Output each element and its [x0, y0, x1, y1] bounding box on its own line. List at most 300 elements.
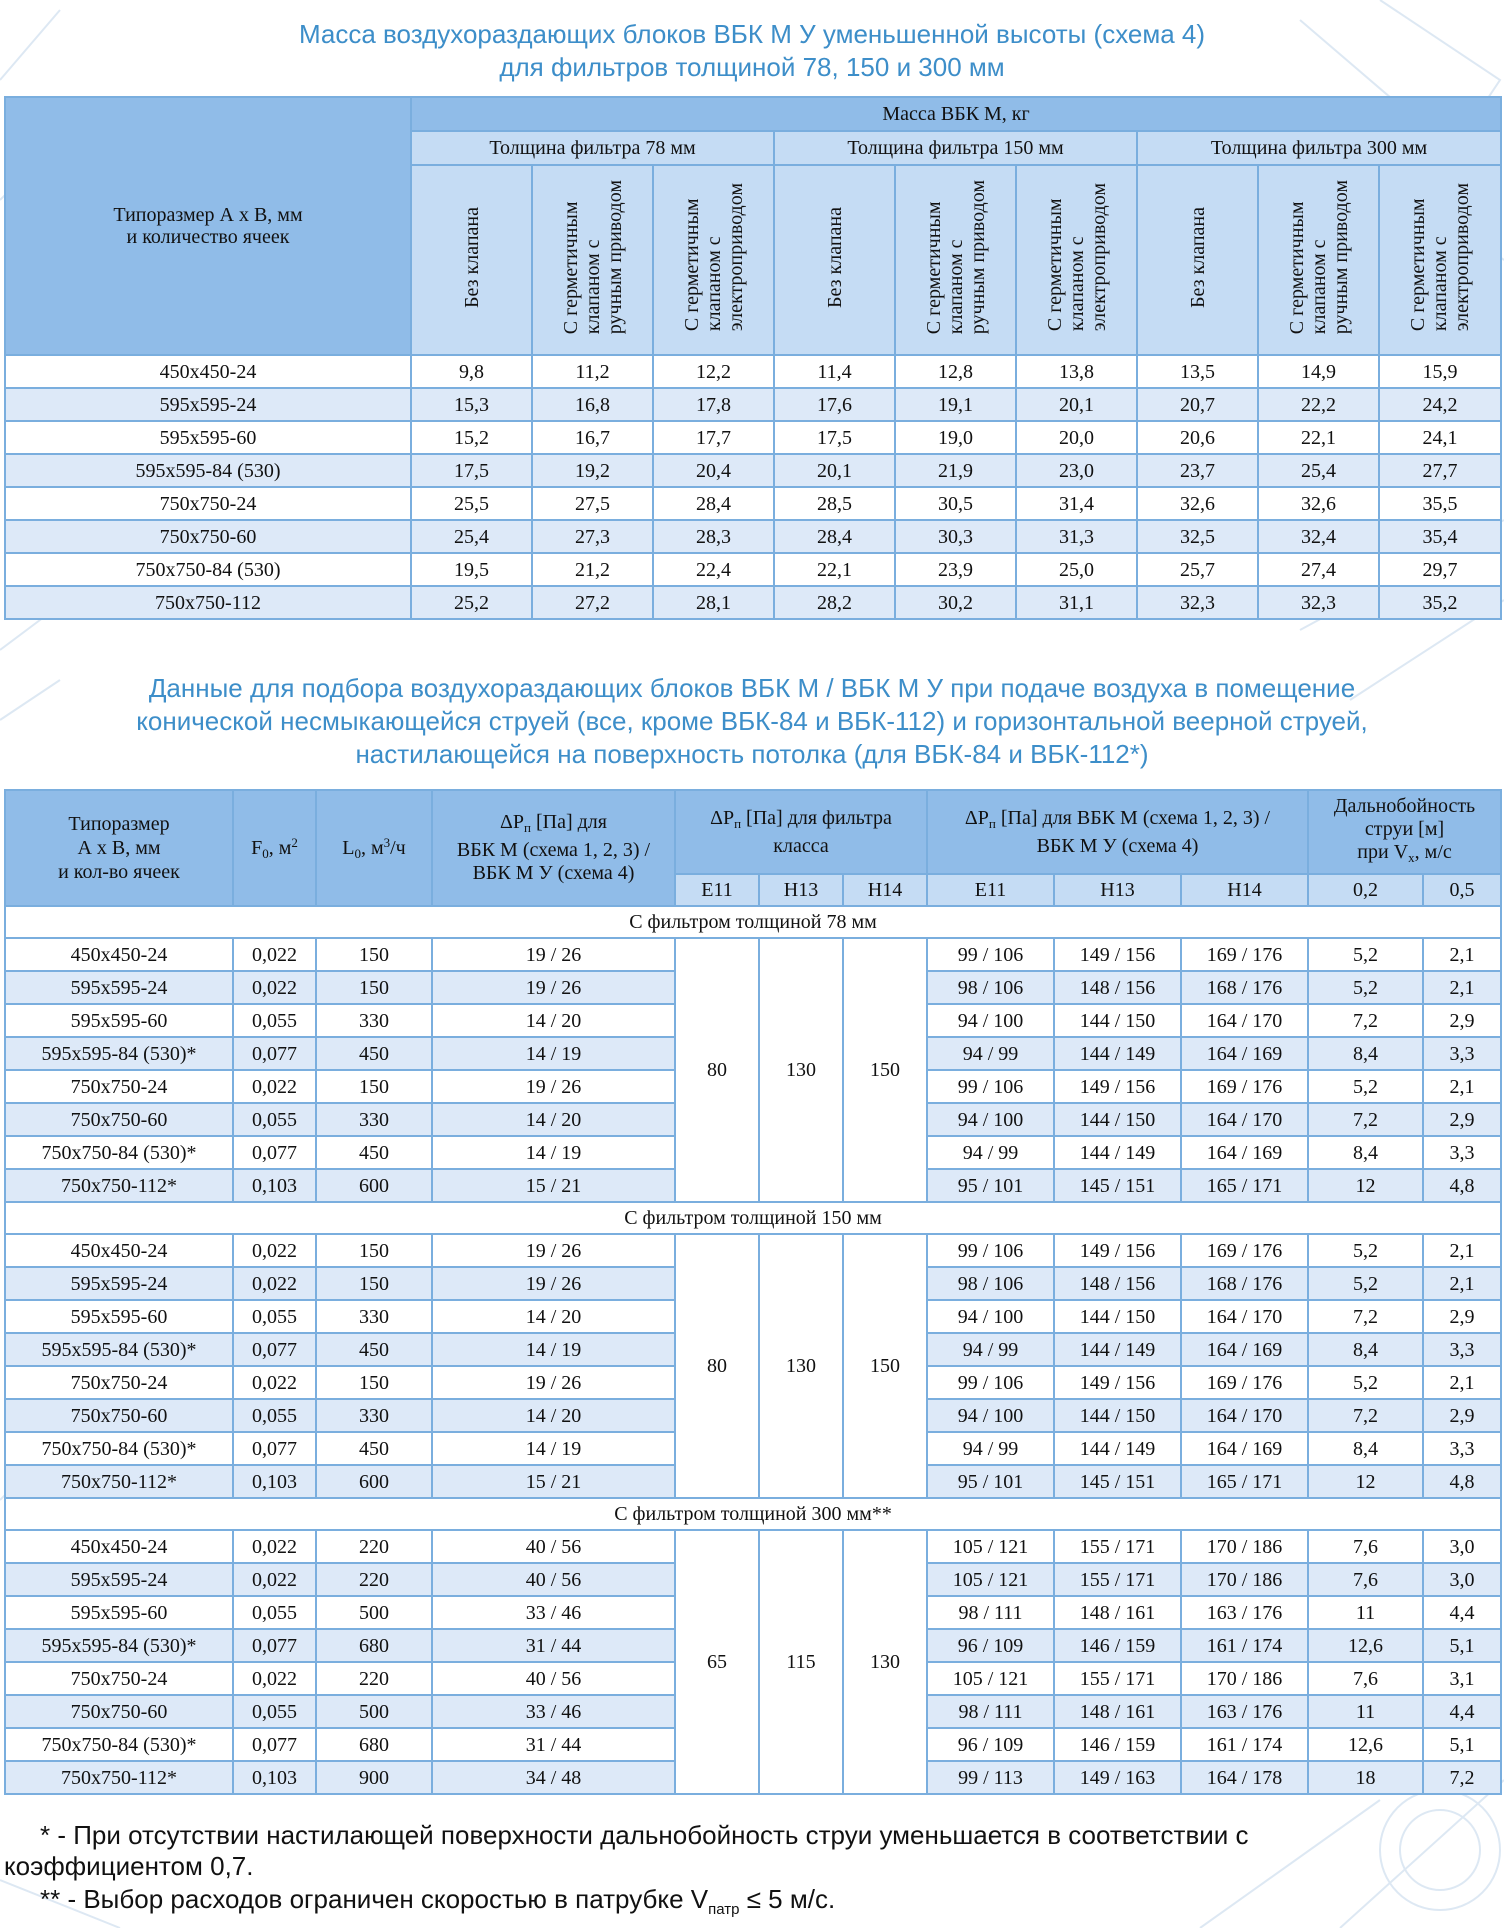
dp-total-h13-cell: 149 / 163 — [1054, 1761, 1181, 1794]
mass-cell: 15,9 — [1379, 355, 1501, 388]
l0-cell: 450 — [316, 1432, 432, 1465]
dp-block-cell: 14 / 20 — [432, 1004, 675, 1037]
mass-cell: 19,5 — [411, 553, 532, 586]
f0-cell: 0,055 — [233, 1004, 316, 1037]
f0-cell: 0,022 — [233, 938, 316, 971]
range-line: струи [м] — [1364, 818, 1445, 840]
dp-total-h13-cell: 144 / 149 — [1054, 1136, 1181, 1169]
dp-block-cell: 15 / 21 — [432, 1169, 675, 1202]
dp-block-cell: 34 / 48 — [432, 1761, 675, 1794]
filter-class-e11: Е11 — [675, 874, 759, 906]
l0-cell: 150 — [316, 1267, 432, 1300]
mass-cell: 17,6 — [774, 388, 895, 421]
dp-total-e11-cell: 98 / 106 — [927, 971, 1054, 1004]
size-cell: 595х595-84 (530) — [5, 454, 411, 487]
mass-cell: 19,0 — [895, 421, 1016, 454]
f0-header: $F_0$, $м^2$ — [233, 790, 316, 906]
col-label: Без клапана — [460, 207, 483, 308]
footnote-2: ** - Выбор расходов ограничен скоростью в патрубке $V_{патр} \le 5$ м/с. — [40, 1884, 836, 1918]
dp-total-h14-cell: 170 / 186 — [1181, 1530, 1308, 1563]
mass-cell: 23,0 — [1016, 454, 1137, 487]
range-05-cell: 2,1 — [1423, 1070, 1501, 1103]
dp-total-e11-cell: 98 / 111 — [927, 1695, 1054, 1728]
range-05-cell: 3,0 — [1423, 1530, 1501, 1563]
size-cell: 595х595-24 — [5, 1563, 233, 1596]
dp-total-e11-cell: 96 / 109 — [927, 1728, 1054, 1761]
mass-cell: 15,3 — [411, 388, 532, 421]
l0-cell: 220 — [316, 1563, 432, 1596]
mass-cell: 19,2 — [532, 454, 653, 487]
f0-cell: 0,055 — [233, 1596, 316, 1629]
col-manual-valve — [895, 165, 1016, 355]
size-cell: 450х450-24 — [5, 1234, 233, 1267]
dp-total-h14-cell: 164 / 170 — [1181, 1004, 1308, 1037]
f0-cell: 0,022 — [233, 1234, 316, 1267]
col-label: С герметичным клапаном с ручным приводом — [1285, 180, 1352, 335]
total-class-h13: Н13 — [1054, 874, 1181, 906]
col-no-valve — [411, 165, 532, 355]
section-label: С фильтром толщиной 150 мм — [5, 1202, 1501, 1234]
dp-total-e11-cell: 105 / 121 — [927, 1563, 1054, 1596]
mass-cell: 25,5 — [411, 487, 532, 520]
size-cell: 450х450-24 — [5, 938, 233, 971]
l0-cell: 600 — [316, 1465, 432, 1498]
range-02-cell: 7,2 — [1308, 1103, 1423, 1136]
range-05-cell: 4,4 — [1423, 1695, 1501, 1728]
dp-total-h14-cell: 164 / 169 — [1181, 1037, 1308, 1070]
dp-block-header: $\Delta Р_п$ [Па] для ВБК М (схема 1, 2, 3) / ВБК М У (схема 4) — [432, 790, 675, 906]
size-cell: 750х750-112* — [5, 1761, 233, 1794]
dp-total-e11-cell: 95 / 101 — [927, 1169, 1054, 1202]
size-header-line: Типоразмер — [68, 813, 170, 835]
f0-cell: 0,022 — [233, 1366, 316, 1399]
range-02-cell: 5,2 — [1308, 938, 1423, 971]
filter-dp-cell: 130 — [759, 938, 843, 1202]
range-05-cell: 5,1 — [1423, 1728, 1501, 1761]
mass-cell: 11,4 — [774, 355, 895, 388]
range-02-cell: 8,4 — [1308, 1037, 1423, 1070]
table-row — [5, 553, 1501, 586]
range-05-cell: 2,1 — [1423, 1267, 1501, 1300]
dp-total-h13-cell: 148 / 156 — [1054, 971, 1181, 1004]
dp-total-h14-cell: 169 / 176 — [1181, 938, 1308, 971]
f0-cell: 0,022 — [233, 1267, 316, 1300]
total-class-e11: Е11 — [927, 874, 1054, 906]
size-cell: 750х750-84 (530)* — [5, 1432, 233, 1465]
range-02-cell: 7,6 — [1308, 1530, 1423, 1563]
table-row — [5, 454, 1501, 487]
mass-cell: 28,5 — [774, 487, 895, 520]
dp-total-e11-cell: 99 / 106 — [927, 1234, 1054, 1267]
range-header: Дальнобойность струи [м] при $V_x$, м/с — [1308, 790, 1501, 874]
dp-total-h13-cell: 148 / 161 — [1054, 1596, 1181, 1629]
section-label: С фильтром толщиной 300 мм** — [5, 1498, 1501, 1530]
dp-total-h14-cell: 161 / 174 — [1181, 1728, 1308, 1761]
size-cell: 595х595-84 (530)* — [5, 1037, 233, 1070]
mass-cell: 21,2 — [532, 553, 653, 586]
f0-cell: 0,077 — [233, 1037, 316, 1070]
mass-cell: 29,7 — [1379, 553, 1501, 586]
range-05-cell: 3,3 — [1423, 1037, 1501, 1070]
l0-cell: 220 — [316, 1662, 432, 1695]
size-header — [5, 790, 233, 906]
size-cell: 595х595-84 (530)* — [5, 1333, 233, 1366]
mass-cell: 30,5 — [895, 487, 1016, 520]
filter-dp-cell: 80 — [675, 1234, 759, 1498]
range-02-cell: 12 — [1308, 1169, 1423, 1202]
dp-total-e11-cell: 94 / 100 — [927, 1004, 1054, 1037]
range-05-cell: 4,8 — [1423, 1465, 1501, 1498]
thickness-300-header: Толщина фильтра 300 мм — [1137, 131, 1501, 165]
f0-cell: 0,022 — [233, 1563, 316, 1596]
mass-cell: 14,9 — [1258, 355, 1379, 388]
mass-table — [4, 96, 1502, 620]
section-row — [5, 1498, 1501, 1530]
range-02-cell: 5,2 — [1308, 1234, 1423, 1267]
l0-cell: 330 — [316, 1004, 432, 1037]
mass-cell: 25,4 — [1258, 454, 1379, 487]
mass-cell: 24,1 — [1379, 421, 1501, 454]
f0-cell: 0,103 — [233, 1465, 316, 1498]
dp-total-e11-cell: 99 / 106 — [927, 938, 1054, 971]
mass-cell: 28,3 — [653, 520, 774, 553]
mass-cell: 25,4 — [411, 520, 532, 553]
selection-table — [4, 789, 1502, 1795]
mass-cell: 25,0 — [1016, 553, 1137, 586]
range-02-cell: 7,6 — [1308, 1563, 1423, 1596]
table2-title — [0, 672, 1504, 771]
mass-cell: 32,4 — [1258, 520, 1379, 553]
size-cell: 750х750-24 — [5, 1070, 233, 1103]
dp-block-cell: 31 / 44 — [432, 1629, 675, 1662]
dp-total-h14-cell: 164 / 169 — [1181, 1432, 1308, 1465]
mass-cell: 28,4 — [653, 487, 774, 520]
size-cell: 450х450-24 — [5, 355, 411, 388]
dp-total-h13-cell: 155 / 171 — [1054, 1530, 1181, 1563]
dp-total-h13-cell: 144 / 149 — [1054, 1333, 1181, 1366]
speed-02: 0,2 — [1308, 874, 1423, 906]
mass-cell: 16,8 — [532, 388, 653, 421]
dp-total-e11-cell: 94 / 99 — [927, 1432, 1054, 1465]
dp-total-e11-cell: 105 / 121 — [927, 1662, 1054, 1695]
range-05-cell: 4,4 — [1423, 1596, 1501, 1629]
range-02-cell: 18 — [1308, 1761, 1423, 1794]
dp-block-cell: 14 / 19 — [432, 1037, 675, 1070]
section-row — [5, 906, 1501, 938]
dp-total-h13-cell: 146 / 159 — [1054, 1629, 1181, 1662]
f0-cell: 0,077 — [233, 1728, 316, 1761]
size-cell: 750х750-112* — [5, 1169, 233, 1202]
mass-cell: 22,4 — [653, 553, 774, 586]
f0-cell: 0,077 — [233, 1629, 316, 1662]
dp-total-h13-cell: 144 / 149 — [1054, 1432, 1181, 1465]
size-cell: 750х750-84 (530) — [5, 553, 411, 586]
f0-cell: 0,055 — [233, 1300, 316, 1333]
l0-cell: 450 — [316, 1333, 432, 1366]
dp-total-h13-cell: 146 / 159 — [1054, 1728, 1181, 1761]
l0-cell: 220 — [316, 1530, 432, 1563]
mass-cell: 32,3 — [1258, 586, 1379, 619]
col-manual-valve — [532, 165, 653, 355]
size-cell: 595х595-60 — [5, 1300, 233, 1333]
mass-cell: 12,8 — [895, 355, 1016, 388]
l0-cell: 330 — [316, 1300, 432, 1333]
col-electric-valve — [1379, 165, 1501, 355]
dp-total-header: $\Delta Р_п$ [Па] для ВБК М (схема 1, 2, 3) / ВБК М У (схема 4) — [927, 790, 1308, 874]
mass-cell: 13,5 — [1137, 355, 1258, 388]
mass-cell: 17,5 — [411, 454, 532, 487]
dp-total-h13-cell: 149 / 156 — [1054, 1234, 1181, 1267]
dp-block-cell: 14 / 19 — [432, 1432, 675, 1465]
dp-block-cell: 19 / 26 — [432, 1070, 675, 1103]
dp-total-h14-cell: 169 / 176 — [1181, 1234, 1308, 1267]
range-05-cell: 2,1 — [1423, 1234, 1501, 1267]
size-cell: 595х595-24 — [5, 1267, 233, 1300]
mass-cell: 28,2 — [774, 586, 895, 619]
dp-total-e11-cell: 95 / 101 — [927, 1465, 1054, 1498]
dp-total-e11-cell: 99 / 113 — [927, 1761, 1054, 1794]
range-05-cell: 3,3 — [1423, 1333, 1501, 1366]
mass-cell: 20,6 — [1137, 421, 1258, 454]
l0-cell: 450 — [316, 1037, 432, 1070]
size-header-line: и кол-во ячеек — [58, 861, 180, 883]
dp-total-h14-cell: 164 / 178 — [1181, 1761, 1308, 1794]
table-row — [5, 421, 1501, 454]
table-row — [5, 520, 1501, 553]
dp-total-e11-cell: 99 / 106 — [927, 1070, 1054, 1103]
range-05-cell: 2,9 — [1423, 1103, 1501, 1136]
f0-cell: 0,103 — [233, 1169, 316, 1202]
dp-total-h14-cell: 169 / 176 — [1181, 1070, 1308, 1103]
dp-block-cell: 14 / 20 — [432, 1300, 675, 1333]
dp-total-e11-cell: 98 / 106 — [927, 1267, 1054, 1300]
dp-block-cell: 14 / 19 — [432, 1136, 675, 1169]
range-02-cell: 11 — [1308, 1695, 1423, 1728]
range-05-cell: 5,1 — [1423, 1629, 1501, 1662]
total-class-h14: Н14 — [1181, 874, 1308, 906]
footnote-1 — [0, 1820, 1504, 1882]
f0-cell: 0,055 — [233, 1103, 316, 1136]
dp-total-h13-cell: 149 / 156 — [1054, 1366, 1181, 1399]
range-02-cell: 12,6 — [1308, 1728, 1423, 1761]
dp-total-e11-cell: 94 / 99 — [927, 1333, 1054, 1366]
mass-cell: 35,5 — [1379, 487, 1501, 520]
dp-total-e11-cell: 94 / 100 — [927, 1300, 1054, 1333]
dp-total-e11-cell: 98 / 111 — [927, 1596, 1054, 1629]
range-05-cell: 4,8 — [1423, 1169, 1501, 1202]
range-02-cell: 5,2 — [1308, 971, 1423, 1004]
mass-group-header: Масса ВБК М, кг — [411, 97, 1501, 131]
dp-total-e11-cell: 105 / 121 — [927, 1530, 1054, 1563]
f0-cell: 0,022 — [233, 971, 316, 1004]
f0-cell: 0,022 — [233, 1530, 316, 1563]
dp-filter-line: класса — [773, 834, 829, 857]
dp-total-h14-cell: 164 / 169 — [1181, 1136, 1308, 1169]
dp-total-h14-cell: 164 / 170 — [1181, 1399, 1308, 1432]
dp-total-h13-cell: 144 / 150 — [1054, 1103, 1181, 1136]
mass-cell: 15,2 — [411, 421, 532, 454]
l0-cell: 500 — [316, 1596, 432, 1629]
range-02-cell: 5,2 — [1308, 1070, 1423, 1103]
mass-cell: 9,8 — [411, 355, 532, 388]
dp-block-cell: 33 / 46 — [432, 1596, 675, 1629]
thickness-78-header: Толщина фильтра 78 мм — [411, 131, 774, 165]
l0-cell: 900 — [316, 1761, 432, 1794]
dp-total-h14-cell: 168 / 176 — [1181, 971, 1308, 1004]
size-cell: 750х750-60 — [5, 1103, 233, 1136]
mass-cell: 25,2 — [411, 586, 532, 619]
dp-total-h13-cell: 149 / 156 — [1054, 1070, 1181, 1103]
size-cell: 750х750-24 — [5, 487, 411, 520]
dp-total-h14-cell: 170 / 186 — [1181, 1563, 1308, 1596]
size-cell: 750х750-24 — [5, 1366, 233, 1399]
size-cell: 750х750-60 — [5, 1695, 233, 1728]
mass-cell: 30,2 — [895, 586, 1016, 619]
range-05-cell: 3,0 — [1423, 1563, 1501, 1596]
table2-title-line1: Данные для подбора воздухораздающих блоков ВБК М / ВБК М У при подаче воздуха в помещение — [148, 673, 1356, 703]
mass-cell: 35,4 — [1379, 520, 1501, 553]
size-cell: 750х750-112 — [5, 586, 411, 619]
mass-cell: 21,9 — [895, 454, 1016, 487]
mass-cell: 23,7 — [1137, 454, 1258, 487]
l0-cell: 150 — [316, 1366, 432, 1399]
size-header-line: А х В, мм — [77, 837, 161, 859]
col-no-valve — [1137, 165, 1258, 355]
filter-dp-cell: 80 — [675, 938, 759, 1202]
range-05-cell: 2,9 — [1423, 1300, 1501, 1333]
dp-total-line: ВБК М У (схема 4) — [1036, 834, 1199, 857]
mass-cell: 27,5 — [532, 487, 653, 520]
range-05-cell: 3,3 — [1423, 1432, 1501, 1465]
mass-cell: 17,5 — [774, 421, 895, 454]
mass-cell: 22,1 — [1258, 421, 1379, 454]
table1-title-line1: Масса воздухораздающих блоков ВБК М У уменьшенной высоты (схема 4) — [298, 19, 1206, 49]
size-cell: 450х450-24 — [5, 1530, 233, 1563]
dp-block-cell: 40 / 56 — [432, 1662, 675, 1695]
table-row — [5, 388, 1501, 421]
col-label: С герметичным клапаном с электроприводом — [1407, 183, 1474, 332]
mass-cell: 22,2 — [1258, 388, 1379, 421]
dp-filter-header: $\Delta Р_п$ [Па] для фильтра класса — [675, 790, 927, 874]
footnote-1-line2: коэффициентом 0,7. — [4, 1851, 254, 1881]
table-row — [5, 938, 1501, 971]
l0-cell: 330 — [316, 1399, 432, 1432]
dp-total-h14-cell: 163 / 176 — [1181, 1695, 1308, 1728]
filter-class-h14: Н14 — [843, 874, 927, 906]
filter-class-h13: Н13 — [759, 874, 843, 906]
dp-total-h13-cell: 155 / 171 — [1054, 1563, 1181, 1596]
dp-total-h14-cell: 165 / 171 — [1181, 1169, 1308, 1202]
f0-cell: 0,077 — [233, 1333, 316, 1366]
dp-total-h14-cell: 164 / 169 — [1181, 1333, 1308, 1366]
dp-total-h13-cell: 144 / 150 — [1054, 1004, 1181, 1037]
mass-cell: 32,6 — [1258, 487, 1379, 520]
mass-cell: 13,8 — [1016, 355, 1137, 388]
range-05-cell: 2,9 — [1423, 1399, 1501, 1432]
size-cell: 595х595-60 — [5, 1596, 233, 1629]
l0-header: $L_0$, $м^3/ч$ — [316, 790, 432, 906]
f0-cell: 0,022 — [233, 1662, 316, 1695]
size-cell: 750х750-84 (530)* — [5, 1728, 233, 1761]
mass-cell: 27,7 — [1379, 454, 1501, 487]
dp-block-cell: 14 / 20 — [432, 1399, 675, 1432]
dp-total-e11-cell: 96 / 109 — [927, 1629, 1054, 1662]
col-manual-valve — [1258, 165, 1379, 355]
dp-total-h14-cell: 169 / 176 — [1181, 1366, 1308, 1399]
mass-cell: 31,3 — [1016, 520, 1137, 553]
f0-cell: 0,055 — [233, 1695, 316, 1728]
mass-cell: 32,5 — [1137, 520, 1258, 553]
mass-cell: 31,4 — [1016, 487, 1137, 520]
f0-cell: 0,055 — [233, 1399, 316, 1432]
dp-block-cell: 19 / 26 — [432, 1366, 675, 1399]
table-row — [5, 1234, 1501, 1267]
dp-total-h14-cell: 161 / 174 — [1181, 1629, 1308, 1662]
f0-cell: 0,103 — [233, 1761, 316, 1794]
dp-block-cell: 33 / 46 — [432, 1695, 675, 1728]
size-cell: 595х595-24 — [5, 971, 233, 1004]
l0-cell: 330 — [316, 1103, 432, 1136]
mass-cell: 17,8 — [653, 388, 774, 421]
l0-cell: 150 — [316, 938, 432, 971]
l0-cell: 600 — [316, 1169, 432, 1202]
dp-total-h13-cell: 144 / 150 — [1054, 1300, 1181, 1333]
table-row — [5, 355, 1501, 388]
mass-cell: 27,4 — [1258, 553, 1379, 586]
range-02-cell: 12 — [1308, 1465, 1423, 1498]
mass-cell: 16,7 — [532, 421, 653, 454]
f0-cell: 0,077 — [233, 1136, 316, 1169]
mass-cell: 20,0 — [1016, 421, 1137, 454]
size-cell: 595х595-60 — [5, 421, 411, 454]
dp-total-h13-cell: 148 / 156 — [1054, 1267, 1181, 1300]
table-row — [5, 1530, 1501, 1563]
mass-cell: 30,3 — [895, 520, 1016, 553]
dp-total-h13-cell: 144 / 150 — [1054, 1399, 1181, 1432]
size-cell: 750х750-60 — [5, 1399, 233, 1432]
table2-title-line3: настилающейся на поверхность потолка (для ВБК-84 и ВБК-112*) — [355, 739, 1149, 769]
mass-cell: 23,9 — [895, 553, 1016, 586]
size-cell: 750х750-84 (530)* — [5, 1136, 233, 1169]
dp-total-h14-cell: 165 / 171 — [1181, 1465, 1308, 1498]
mass-cell: 35,2 — [1379, 586, 1501, 619]
range-02-cell: 7,6 — [1308, 1662, 1423, 1695]
dp-block-cell: 31 / 44 — [432, 1728, 675, 1761]
range-02-cell: 8,4 — [1308, 1136, 1423, 1169]
range-05-cell: 3,3 — [1423, 1136, 1501, 1169]
range-02-cell: 7,2 — [1308, 1300, 1423, 1333]
mass-cell: 32,6 — [1137, 487, 1258, 520]
l0-cell: 150 — [316, 971, 432, 1004]
table2-title-line2: конической несмыкающейся струей (все, кроме ВБК-84 и ВБК-112) и горизонтальной веерной струей, — [136, 706, 1368, 736]
mass-cell: 27,3 — [532, 520, 653, 553]
table-row — [5, 586, 1501, 619]
f0-cell: 0,077 — [233, 1432, 316, 1465]
range-02-cell: 5,2 — [1308, 1366, 1423, 1399]
size-cell: 750х750-60 — [5, 520, 411, 553]
mass-cell: 11,2 — [532, 355, 653, 388]
dp-total-h14-cell: 170 / 186 — [1181, 1662, 1308, 1695]
range-05-cell: 2,9 — [1423, 1004, 1501, 1037]
dp-block-cell: 19 / 26 — [432, 1234, 675, 1267]
mass-cell: 20,1 — [774, 454, 895, 487]
section-row — [5, 1202, 1501, 1234]
dp-block-cell: 19 / 26 — [432, 971, 675, 1004]
l0-cell: 150 — [316, 1070, 432, 1103]
table-row — [5, 487, 1501, 520]
thickness-150-header: Толщина фильтра 150 мм — [774, 131, 1137, 165]
col-electric-valve — [653, 165, 774, 355]
